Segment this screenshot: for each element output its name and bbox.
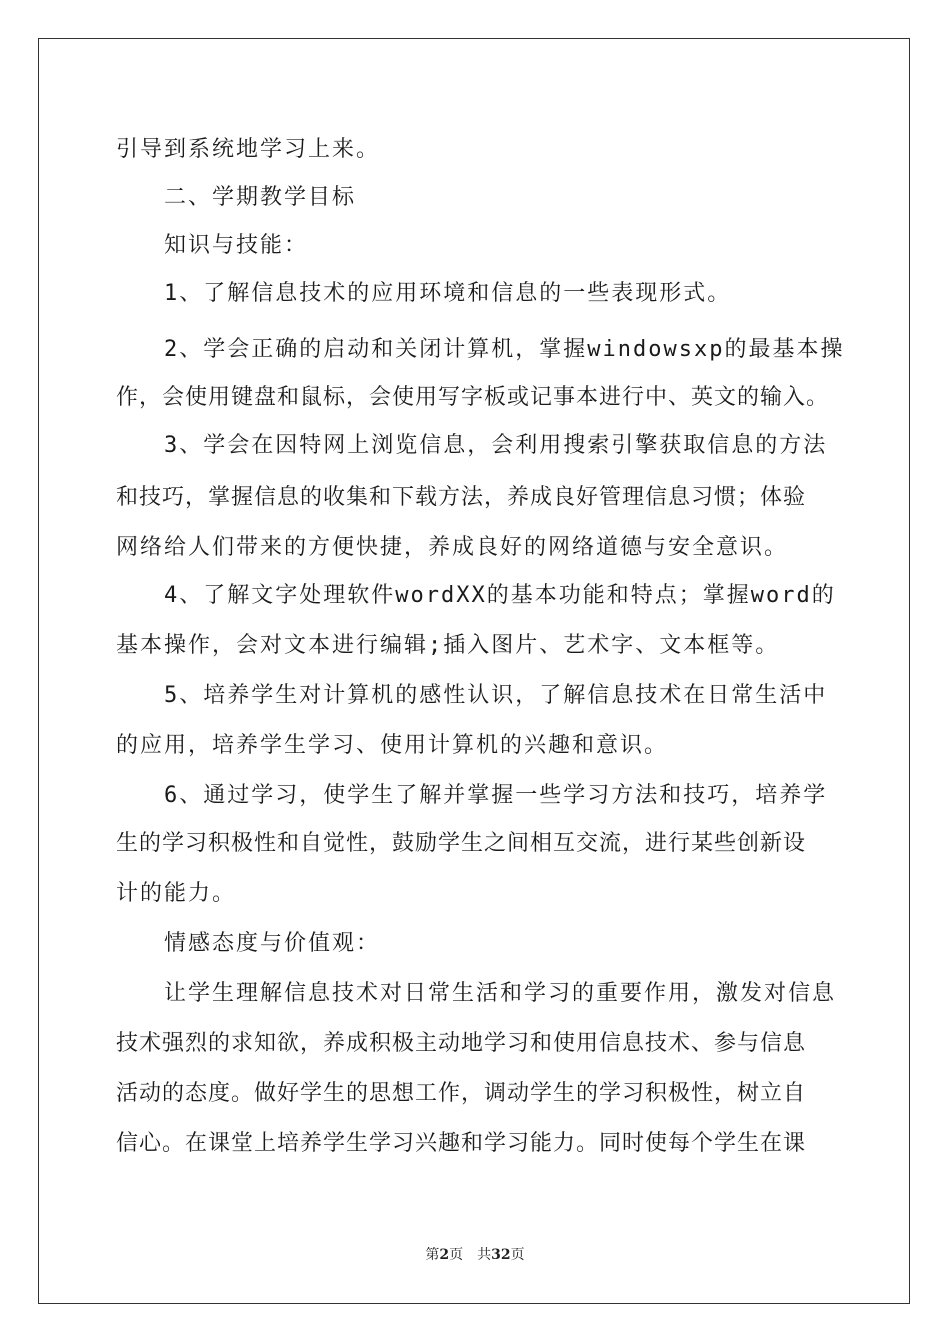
text-line: 生的学习积极性和自觉性，鼓励学生之间相互交流，进行某些创新设	[116, 831, 807, 856]
list-item: 6、通过学习，使学生了解并掌握一些学习方法和技巧，培养学	[164, 783, 828, 808]
text-line: 网络给人们带来的方便快捷，养成良好的网络道德与安全意识。	[116, 535, 789, 560]
total-page-count: 32	[491, 1247, 511, 1263]
text-line: 活动的态度。做好学生的思想工作，调动学生的学习积极性，树立自	[116, 1081, 807, 1106]
text-line: 的应用，培养学生学习、使用计算机的兴趣和意识。	[116, 733, 669, 758]
list-item: 5、培养学生对计算机的感性认识，了解信息技术在日常生活中	[164, 683, 828, 708]
footer-suffix: 页	[510, 1247, 525, 1263]
text-line: 技术强烈的求知欲，养成积极主动地学习和使用信息技术、参与信息	[116, 1031, 807, 1056]
text-line: 和技巧，掌握信息的收集和下载方法，养成良好管理信息习惯；体验	[116, 485, 807, 510]
current-page-number: 2	[439, 1247, 450, 1263]
list-item: 3、学会在因特网上浏览信息，会利用搜索引擎获取信息的方法	[164, 433, 828, 458]
text-line: 作，会使用键盘和鼠标，会使用写字板或记事本进行中、英文的输入。	[116, 385, 830, 410]
page-footer	[0, 1244, 950, 1264]
footer-prefix: 第	[425, 1247, 440, 1263]
list-item: 1、了解信息技术的应用环境和信息的一些表现形式。	[164, 281, 732, 306]
list-item: 2、学会正确的启动和关闭计算机，掌握windowsxp的最基本操	[164, 337, 845, 362]
text-line: 引导到系统地学习上来。	[116, 137, 381, 162]
text-line: 信心。在课堂上培养学生学习兴趣和学习能力。同时使每个学生在课	[116, 1131, 807, 1156]
paragraph-line: 让学生理解信息技术对日常生活和学习的重要作用，激发对信息	[164, 981, 837, 1006]
text-line: 计的能力。	[116, 881, 237, 906]
text-line: 基本操作，会对文本进行编辑;插入图片、艺术字、文本框等。	[116, 633, 780, 658]
list-item: 4、了解文字处理软件wordXX的基本功能和特点；掌握word的	[164, 583, 836, 608]
section-heading: 二、学期教学目标	[164, 185, 357, 210]
footer-middle: 页 共	[449, 1247, 492, 1263]
subheading: 知识与技能：	[164, 233, 309, 258]
subheading: 情感态度与价值观：	[164, 931, 381, 956]
